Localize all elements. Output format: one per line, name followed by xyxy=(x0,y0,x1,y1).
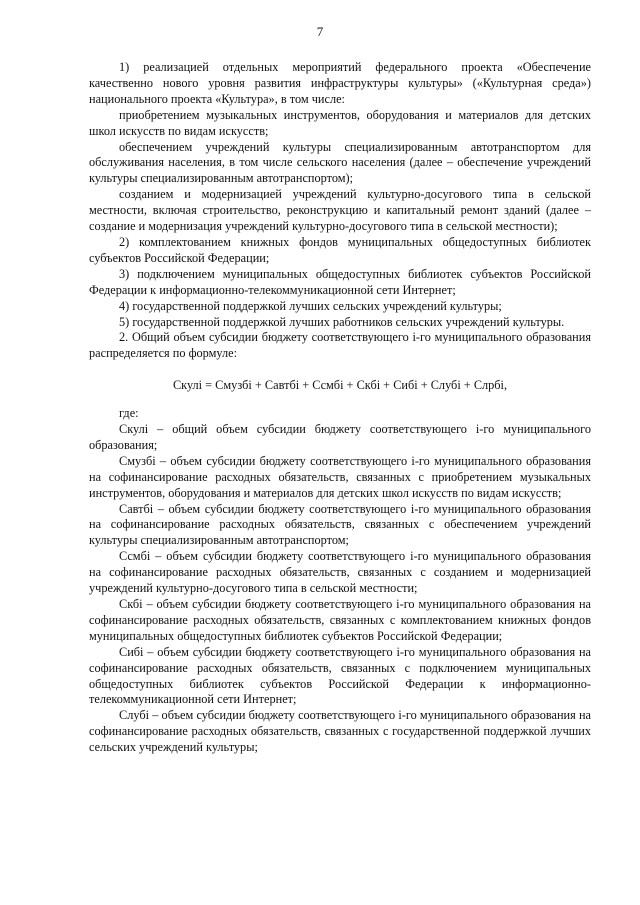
paragraph: 1) реализацией отдельных мероприятий федерального проекта «Обеспечение качественно нового уровня развития инфраструктуры культуры» («Культурная среда») национального проекта «Культура», в том числе: xyxy=(89,60,591,106)
page-number: 7 xyxy=(316,24,324,39)
paragraph: где: xyxy=(119,406,139,421)
paragraph: Савтбi – объем субсидии бюджету соответствующего i-го муниципального образования на софинансирование расходных обязательств, связанных с обеспечением учреждений культуры специализированным автотранспортом; xyxy=(89,501,591,548)
paragraph: Скбi – объем субсидии бюджету соответствующего i-го муниципального образования на софинансирование расходных обязательств, связанных с комплектованием книжных фондов муниципальных общедоступных библиотек субъектов Российской Федерации; xyxy=(89,597,591,643)
paragraph: 2. Общий объем субсидии бюджету соответствующего i-го муниципального образования распределяется по формуле: xyxy=(89,330,591,361)
paragraph: 4) государственной поддержкой лучших сельских учреждений культуры; xyxy=(119,298,502,313)
body-text xyxy=(89,60,591,756)
formula: Скулi = Смузбi + Савтбi + Ссмбi + Скбi + Сибi + Слубi + Слрбi, xyxy=(172,378,508,393)
paragraph: 3) подключением муниципальных общедоступных библиотек субъектов Российской Федерации к информационно-телекоммуникационной сети Интернет; xyxy=(89,266,591,297)
paragraph: 5) государственной поддержкой лучших работников сельских учреждений культуры. xyxy=(119,314,565,329)
paragraph: Скулi – общий объем субсидии бюджету соответствующего i-го муниципального образования; xyxy=(89,422,591,452)
paragraph: созданием и модернизацией учреждений культурно-досугового типа в сельской местности, включая строительство, реконструкцию и капитальный ремонт зданий (далее – создание и модернизация учреждений культурно-досугового типа в сельской местности); xyxy=(89,187,591,234)
paragraph: Ссмбi – объем субсидии бюджету соответствующего i-го муниципального образования на софинансирование расходных обязательств, связанных с созданием и модернизацией учреждений культурно-досугового типа в сельской местности; xyxy=(89,549,591,596)
paragraph: приобретением музыкальных инструментов, оборудования и материалов для детских школ искусств по видам искусств; xyxy=(89,107,591,138)
paragraph: Смузбi – объем субсидии бюджету соответствующего i-го муниципального образования на софинансирование расходных обязательств, связанных с приобретением музыкальных инструментов, оборудования и материалов для детских школ искусств по видам искусств; xyxy=(89,453,591,500)
paragraph: Слубi – объем субсидии бюджету соответствующего i-го муниципального образования на софинансирование расходных обязательств, связанных с государственной поддержкой лучших сельских учреждений культуры; xyxy=(89,708,591,755)
paragraph: 2) комплектованием книжных фондов муниципальных общедоступных библиотек субъектов Российской Федерации; xyxy=(89,234,591,265)
paragraph: обеспечением учреждений культуры специализированным автотранспортом для обслуживания населения, в том числе сельского населения (далее – обеспечение учреждений культуры специализированным автотранспортом); xyxy=(89,139,591,186)
paragraph: Сибi – объем субсидии бюджету соответствующего i-го муниципального образования на софинансирование расходных обязательств, связанных с подключением муниципальных общедоступных библиотек субъектов Российской Федерации к информационно-телекоммуникационной сети Интернет; xyxy=(89,644,591,707)
